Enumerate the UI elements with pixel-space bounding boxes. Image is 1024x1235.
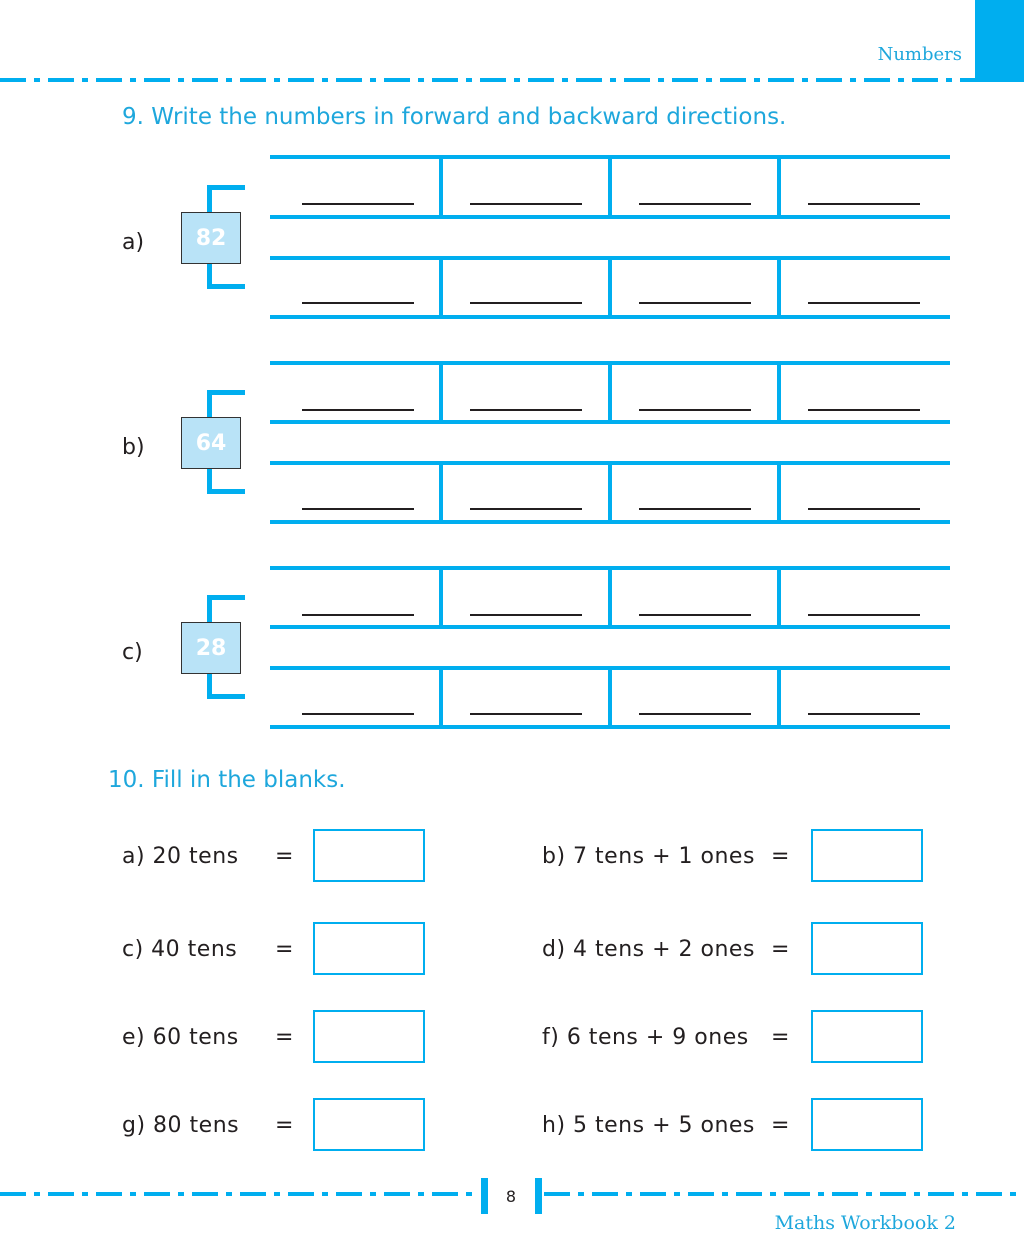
equals-sign: = xyxy=(275,937,294,962)
backward-blank[interactable] xyxy=(808,713,920,715)
page-bar-right xyxy=(535,1178,542,1214)
grid-divider xyxy=(608,668,612,728)
answer-box[interactable] xyxy=(313,829,425,882)
backward-blank[interactable] xyxy=(302,508,414,510)
grid-divider xyxy=(439,363,443,423)
footer-divider-right xyxy=(544,1192,1024,1196)
fill-item-text: f) 6 tens + 9 ones xyxy=(542,1025,749,1050)
grid-divider xyxy=(608,463,612,523)
forward-blank[interactable] xyxy=(302,614,414,616)
book-title: Maths Workbook 2 xyxy=(774,1212,956,1234)
backward-blank[interactable] xyxy=(470,302,582,304)
forward-blank[interactable] xyxy=(470,614,582,616)
equals-sign: = xyxy=(275,1113,294,1138)
fill-item-text: b) 7 tens + 1 ones xyxy=(542,844,755,869)
equals-sign: = xyxy=(771,844,790,869)
forward-blank[interactable] xyxy=(808,614,920,616)
part-label: b) xyxy=(122,435,145,460)
grid-divider xyxy=(608,157,612,217)
equals-sign: = xyxy=(771,1113,790,1138)
forward-blank[interactable] xyxy=(302,203,414,205)
footer-divider-left xyxy=(0,1192,480,1196)
grid-divider xyxy=(777,568,781,628)
forward-blank[interactable] xyxy=(808,203,920,205)
fill-item-text: c) 40 tens xyxy=(122,937,238,962)
number-box: 82 xyxy=(181,212,241,264)
backward-blank[interactable] xyxy=(808,508,920,510)
grid-divider xyxy=(608,363,612,423)
forward-blank[interactable] xyxy=(470,203,582,205)
grid-divider xyxy=(608,258,612,318)
backward-blank[interactable] xyxy=(639,302,751,304)
part-label: a) xyxy=(122,230,145,255)
header-divider xyxy=(0,78,975,82)
answer-box[interactable] xyxy=(811,1098,923,1151)
forward-blank[interactable] xyxy=(639,409,751,411)
grid-divider xyxy=(608,568,612,628)
equals-sign: = xyxy=(275,1025,294,1050)
backward-blank[interactable] xyxy=(470,713,582,715)
grid-divider xyxy=(439,157,443,217)
answer-box[interactable] xyxy=(811,829,923,882)
page-number: 8 xyxy=(488,1178,534,1214)
corner-tab xyxy=(975,0,1024,82)
grid-divider xyxy=(439,463,443,523)
equals-sign: = xyxy=(771,937,790,962)
backward-blank[interactable] xyxy=(302,302,414,304)
section-title: Numbers xyxy=(877,44,962,65)
forward-blank[interactable] xyxy=(639,614,751,616)
fill-item-text: a) 20 tens xyxy=(122,844,239,869)
backward-blank[interactable] xyxy=(808,302,920,304)
fill-item-text: d) 4 tens + 2 ones xyxy=(542,937,755,962)
number-box: 28 xyxy=(181,622,241,674)
backward-blank[interactable] xyxy=(470,508,582,510)
forward-blank[interactable] xyxy=(302,409,414,411)
answer-box[interactable] xyxy=(313,922,425,975)
forward-blank[interactable] xyxy=(639,203,751,205)
fill-item-text: h) 5 tens + 5 ones xyxy=(542,1113,755,1138)
equals-sign: = xyxy=(275,844,294,869)
grid-divider xyxy=(439,668,443,728)
backward-blank[interactable] xyxy=(639,508,751,510)
forward-blank[interactable] xyxy=(808,409,920,411)
equals-sign: = xyxy=(771,1025,790,1050)
grid-divider xyxy=(439,258,443,318)
backward-blank[interactable] xyxy=(639,713,751,715)
fill-item-text: e) 60 tens xyxy=(122,1025,239,1050)
grid-divider xyxy=(777,463,781,523)
number-box: 64 xyxy=(181,417,241,469)
grid-divider xyxy=(439,568,443,628)
forward-blank[interactable] xyxy=(470,409,582,411)
answer-box[interactable] xyxy=(313,1098,425,1151)
grid-divider xyxy=(777,157,781,217)
grid-divider xyxy=(777,363,781,423)
fill-item-text: g) 80 tens xyxy=(122,1113,240,1138)
answer-box[interactable] xyxy=(811,1010,923,1063)
part-label: c) xyxy=(122,640,143,665)
page-bar-left xyxy=(481,1178,488,1214)
backward-blank[interactable] xyxy=(302,713,414,715)
answer-box[interactable] xyxy=(811,922,923,975)
question-10-title: 10. Fill in the blanks. xyxy=(108,767,346,793)
grid-divider xyxy=(777,258,781,318)
question-9-title: 9. Write the numbers in forward and backward directions. xyxy=(122,104,787,130)
grid-divider xyxy=(777,668,781,728)
answer-box[interactable] xyxy=(313,1010,425,1063)
